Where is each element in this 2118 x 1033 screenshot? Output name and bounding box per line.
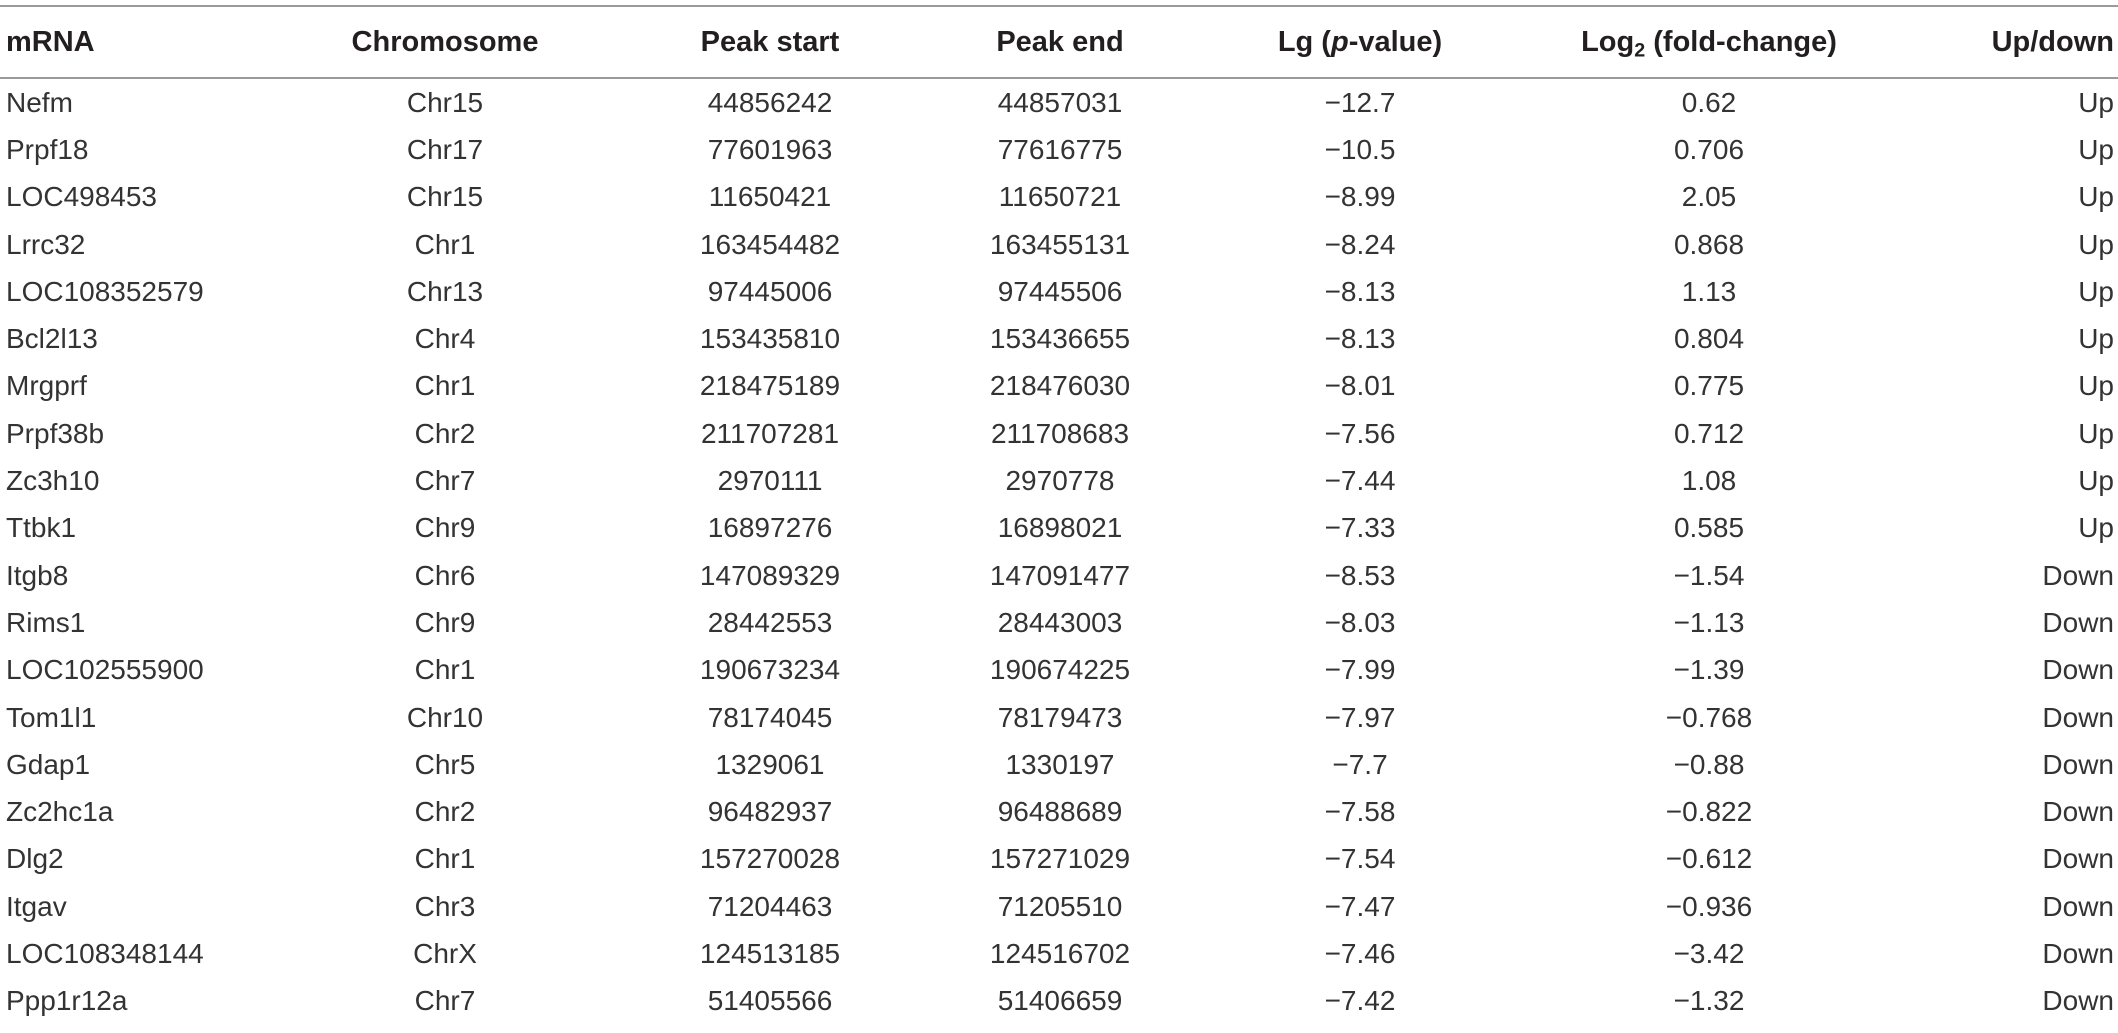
- header-log-sub: 2: [1634, 39, 1646, 62]
- cell-lg-pvalue: −8.13: [1324, 323, 1396, 355]
- cell-peak-end: 157271029: [989, 843, 1131, 875]
- cell-log2-fold-change: −0.936: [1665, 890, 1753, 922]
- cell-peak-start: 28442553: [707, 606, 833, 638]
- cell-log2-fold-change: −1.39: [1673, 654, 1745, 686]
- cell-chromosome: Chr2: [414, 417, 476, 449]
- cell-lg-pvalue: −8.03: [1324, 606, 1396, 638]
- cell-peak-end: 2970778: [1005, 465, 1115, 497]
- cell-log2-fold-change: 1.08: [1681, 465, 1737, 497]
- cell-chromosome: Chr1: [414, 654, 476, 686]
- cell-log2-fold-change: −0.612: [1665, 843, 1753, 875]
- cell-lg-pvalue: −10.5: [1324, 133, 1396, 165]
- cell-chromosome: Chr13: [406, 275, 484, 307]
- cell-chromosome: Chr9: [414, 512, 476, 544]
- cell-log2-fold-change: 0.585: [1673, 512, 1745, 544]
- cell-mrna: Zc3h10: [6, 465, 100, 497]
- cell-peak-start: 2970111: [717, 465, 823, 497]
- table-body: [0, 78, 2118, 1025]
- header-mrna: mRNA: [6, 25, 95, 58]
- header-log-suffix: (fold-change): [1645, 25, 1837, 58]
- cell-mrna: LOC108352579: [6, 275, 204, 307]
- cell-mrna: Rims1: [6, 606, 86, 638]
- header-lg-italic: p: [1330, 25, 1349, 58]
- cell-mrna: Mrgprf: [6, 370, 87, 402]
- table-row: [0, 457, 2118, 504]
- cell-peak-end: 71205510: [997, 890, 1123, 922]
- cell-peak-start: 51405566: [707, 985, 833, 1017]
- cell-lg-pvalue: −8.01: [1324, 370, 1396, 402]
- cell-peak-end: 96488689: [997, 796, 1123, 828]
- cell-updown: Up: [2078, 465, 2114, 497]
- cell-updown: Up: [2078, 512, 2114, 544]
- cell-chromosome: Chr6: [414, 559, 476, 591]
- cell-peak-start: 124513185: [699, 937, 841, 969]
- peak-table: [0, 5, 2118, 1025]
- cell-log2-fold-change: −3.42: [1673, 937, 1745, 969]
- cell-chromosome: Chr15: [406, 181, 484, 213]
- cell-updown: Up: [2078, 228, 2114, 260]
- cell-updown: Down: [2042, 890, 2114, 922]
- cell-peak-start: 16897276: [707, 512, 833, 544]
- cell-peak-end: 190674225: [989, 654, 1131, 686]
- cell-mrna: Lrrc32: [6, 228, 86, 260]
- cell-lg-pvalue: −7.7: [1332, 748, 1388, 780]
- table-row: [0, 268, 2118, 315]
- table-row: [0, 174, 2118, 221]
- cell-lg-pvalue: −7.46: [1324, 937, 1396, 969]
- cell-peak-end: 147091477: [989, 559, 1131, 591]
- cell-updown: Up: [2078, 417, 2114, 449]
- header-updown: Up/down: [1991, 25, 2114, 58]
- table-row: [0, 599, 2118, 646]
- cell-mrna: Gdap1: [6, 748, 91, 780]
- cell-peak-end: 28443003: [997, 606, 1123, 638]
- cell-peak-start: 77601963: [707, 133, 833, 165]
- cell-mrna: Itgav: [6, 890, 67, 922]
- cell-lg-pvalue: −7.97: [1324, 701, 1396, 733]
- table-row: [0, 788, 2118, 835]
- table-row: [0, 315, 2118, 362]
- cell-lg-pvalue: −7.42: [1324, 985, 1396, 1017]
- cell-peak-start: 78174045: [707, 701, 833, 733]
- cell-peak-end: 211708683: [990, 417, 1130, 449]
- cell-peak-end: 11650721: [998, 181, 1122, 213]
- table-row: [0, 363, 2118, 410]
- cell-updown: Down: [2042, 701, 2114, 733]
- cell-log2-fold-change: −0.822: [1665, 796, 1753, 828]
- cell-updown: Down: [2042, 559, 2114, 591]
- cell-updown: Up: [2078, 86, 2114, 118]
- cell-mrna: Prpf38b: [6, 417, 105, 449]
- cell-peak-end: 16898021: [997, 512, 1123, 544]
- cell-peak-start: 71204463: [707, 890, 833, 922]
- cell-lg-pvalue: −7.99: [1324, 654, 1396, 686]
- cell-lg-pvalue: −8.13: [1324, 275, 1396, 307]
- cell-mrna: LOC498453: [6, 181, 158, 213]
- cell-lg-pvalue: −7.47: [1324, 890, 1396, 922]
- cell-chromosome: Chr7: [414, 985, 476, 1017]
- cell-log2-fold-change: −0.88: [1673, 748, 1745, 780]
- cell-peak-start: 147089329: [699, 559, 841, 591]
- cell-mrna: Ttbk1: [6, 512, 77, 544]
- table-row: [0, 883, 2118, 930]
- cell-updown: Up: [2078, 370, 2114, 402]
- table-row: [0, 930, 2118, 977]
- cell-chromosome: Chr1: [414, 843, 476, 875]
- header-log2-fold-change: [1510, 6, 1908, 78]
- header-peak-start: Peak start: [700, 25, 840, 58]
- table-header: [0, 6, 2118, 78]
- cell-peak-end: 124516702: [989, 937, 1131, 969]
- cell-updown: Down: [2042, 796, 2114, 828]
- cell-updown: Up: [2078, 181, 2114, 213]
- cell-log2-fold-change: −1.13: [1673, 606, 1745, 638]
- cell-mrna: LOC102555900: [6, 654, 204, 686]
- header-lg-suffix: -value): [1348, 25, 1443, 58]
- cell-peak-start: 157270028: [699, 843, 841, 875]
- cell-peak-start: 96482937: [707, 796, 833, 828]
- cell-mrna: LOC108348144: [6, 937, 204, 969]
- cell-log2-fold-change: 0.712: [1673, 417, 1745, 449]
- table-row: [0, 410, 2118, 457]
- cell-log2-fold-change: 0.62: [1681, 86, 1737, 118]
- cell-updown: Down: [2042, 654, 2114, 686]
- cell-chromosome: Chr17: [406, 133, 484, 165]
- cell-updown: Up: [2078, 323, 2114, 355]
- cell-peak-end: 44857031: [997, 86, 1123, 118]
- cell-log2-fold-change: −1.32: [1673, 985, 1745, 1017]
- cell-chromosome: Chr3: [414, 890, 476, 922]
- cell-lg-pvalue: −7.58: [1324, 796, 1396, 828]
- cell-peak-start: 218475189: [699, 370, 841, 402]
- cell-mrna: Itgb8: [6, 559, 69, 591]
- cell-peak-end: 77616775: [997, 133, 1123, 165]
- cell-peak-end: 153436655: [989, 323, 1131, 355]
- header-row: [0, 6, 2118, 78]
- cell-updown: Up: [2078, 133, 2114, 165]
- cell-peak-start: 97445006: [707, 275, 833, 307]
- cell-log2-fold-change: 0.706: [1673, 133, 1745, 165]
- cell-log2-fold-change: 0.868: [1673, 228, 1745, 260]
- cell-mrna: Prpf18: [6, 133, 89, 165]
- cell-peak-start: 44856242: [707, 86, 833, 118]
- cell-mrna: Nefm: [6, 86, 73, 118]
- cell-log2-fold-change: −1.54: [1673, 559, 1745, 591]
- cell-peak-end: 78179473: [997, 701, 1123, 733]
- cell-chromosome: Chr15: [406, 86, 484, 118]
- cell-updown: Down: [2042, 937, 2114, 969]
- cell-log2-fold-change: 0.804: [1673, 323, 1745, 355]
- cell-peak-start: 211707281: [700, 417, 840, 449]
- cell-chromosome: Chr9: [414, 606, 476, 638]
- cell-peak-end: 97445506: [997, 275, 1123, 307]
- cell-chromosome: ChrX: [413, 937, 477, 969]
- header-log-prefix: Log: [1581, 25, 1635, 58]
- cell-lg-pvalue: −7.44: [1324, 465, 1396, 497]
- cell-updown: Down: [2042, 843, 2114, 875]
- header-peak-end: Peak end: [996, 25, 1124, 58]
- header-chromosome: Chromosome: [351, 25, 539, 58]
- cell-chromosome: Chr2: [414, 796, 476, 828]
- cell-lg-pvalue: −8.24: [1324, 228, 1396, 260]
- cell-updown: Down: [2042, 748, 2114, 780]
- cell-peak-end: 218476030: [989, 370, 1131, 402]
- cell-peak-end: 163455131: [989, 228, 1131, 260]
- cell-lg-pvalue: −7.33: [1324, 512, 1396, 544]
- cell-log2-fold-change: 2.05: [1681, 181, 1737, 213]
- header-lg-prefix: Lg (: [1277, 25, 1331, 58]
- cell-lg-pvalue: −12.7: [1324, 86, 1396, 118]
- cell-lg-pvalue: −7.56: [1324, 417, 1396, 449]
- cell-chromosome: Chr1: [414, 370, 476, 402]
- table-row: [0, 694, 2118, 741]
- cell-chromosome: Chr4: [414, 323, 476, 355]
- cell-lg-pvalue: −8.53: [1324, 559, 1396, 591]
- cell-mrna: Dlg2: [6, 843, 64, 875]
- cell-mrna: Bcl2l13: [6, 323, 98, 355]
- cell-log2-fold-change: 1.13: [1681, 275, 1737, 307]
- cell-chromosome: Chr7: [414, 465, 476, 497]
- cell-mrna: Ppp1r12a: [6, 985, 128, 1017]
- table-row: [0, 836, 2118, 883]
- cell-chromosome: Chr1: [414, 228, 476, 260]
- cell-chromosome: Chr5: [414, 748, 476, 780]
- cell-peak-start: 163454482: [699, 228, 841, 260]
- table-row: [0, 552, 2118, 599]
- cell-peak-start: 1329061: [715, 748, 825, 780]
- header-lg-pvalue: [1210, 6, 1510, 78]
- table-row: [0, 126, 2118, 173]
- table-row: [0, 221, 2118, 268]
- cell-updown: Up: [2078, 275, 2114, 307]
- cell-peak-end: 1330197: [1005, 748, 1115, 780]
- cell-log2-fold-change: −0.768: [1665, 701, 1753, 733]
- cell-mrna: Tom1l1: [6, 701, 97, 733]
- cell-peak-start: 190673234: [699, 654, 841, 686]
- cell-peak-start: 11650421: [708, 181, 832, 213]
- cell-chromosome: Chr10: [406, 701, 484, 733]
- table-row: [0, 741, 2118, 788]
- cell-peak-end: 51406659: [997, 985, 1123, 1017]
- cell-log2-fold-change: 0.775: [1673, 370, 1745, 402]
- cell-updown: Down: [2042, 606, 2114, 638]
- cell-mrna: Zc2hc1a: [6, 796, 114, 828]
- cell-lg-pvalue: −7.54: [1324, 843, 1396, 875]
- table-row: [0, 78, 2118, 126]
- cell-updown: Down: [2042, 985, 2114, 1017]
- cell-lg-pvalue: −8.99: [1324, 181, 1396, 213]
- cell-peak-start: 153435810: [699, 323, 841, 355]
- table-row: [0, 978, 2118, 1025]
- table-row: [0, 647, 2118, 694]
- table-row: [0, 505, 2118, 552]
